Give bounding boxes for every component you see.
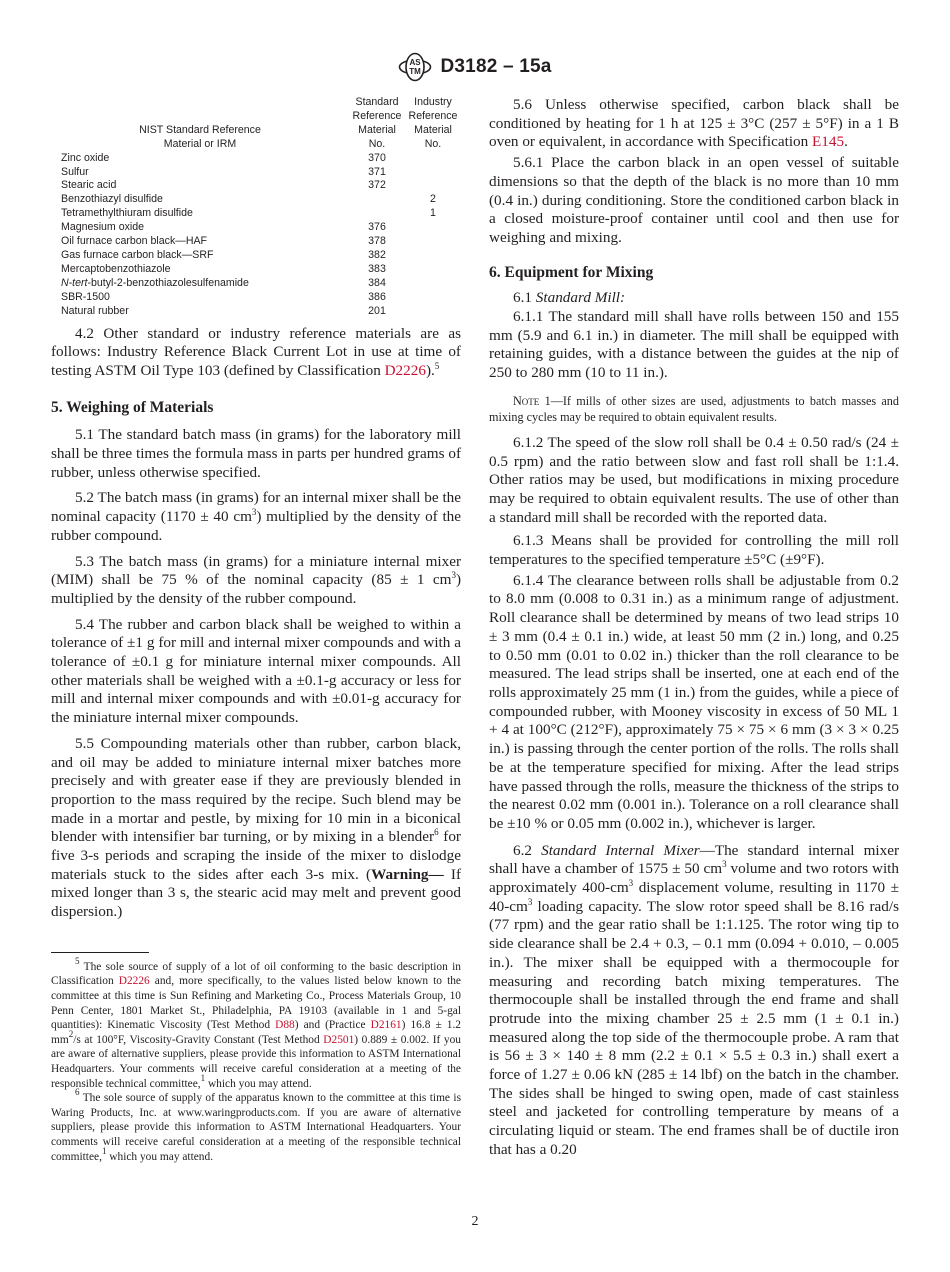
link-d88[interactable]: D88 [275,1019,295,1032]
page-header [0,52,950,86]
left-column [51,96,461,1164]
table-row: Tetramethylthiuram disulfide 1 [61,207,436,220]
table-row: Stearic acid 372 [61,179,386,192]
link-d2161[interactable]: D2161 [370,1019,402,1032]
header-srm-no: Standard Reference Material No. [352,96,402,150]
reference-materials-table [51,96,461,319]
astm-logo-icon [398,52,432,82]
svg-text:AS: AS [409,58,422,67]
paragraph-5-2: 5.2 The batch mass (in grams) for an internal mixer shall be the nominal capacity (1170 ± 40 $cm^3$) multiplied by the density of the rubber compound. [51,489,461,544]
note-1: Note 1—If mills of other sizes are used, adjustments to batch masses and mixing cycles may be required to obtain equivalent results. [489,393,899,425]
table-row: Oil furnace carbon black—HAF 378 [61,235,386,248]
paragraph-6-1-3: 6.1.3 Means shall be provided for controlling the mill roll temperatures to the specified temperature ±5°C (±9°F). [489,532,899,569]
page-number: 2 [471,1214,479,1229]
paragraph-5-4: 5.4 The rubber and carbon black shall be weighed to within a tolerance of ±1 g for mill and internal mixer compounds and with a tolerance of ±0.1 g for miniature internal mixer compounds. All other materials shall be weighed with a ±0.1-g accuracy or less for mill and internal mixer compounds and with ±0.01-g accuracy for the miniature internal mixer compounds. [51,615,461,727]
table-row: Magnesium oxide 376 [61,221,386,234]
footnote-5: $^5$ The sole source of supply of a lot of oil conforming to the basic description in Classification D2226 and, more specifically, to the values listed below known to the committee at this time is Sun Refining and Marketing Co., Process Materials Group, 10 Penn Center, 1801 Market St., Philadelphia, PA 19103 (available in 1 and 5-gal quantities): Kinematic Viscosity (Test Method D88) and (Practice D2161) 16.8 ± 1.2 $mm^2/s$ at 100°F, Viscosity-Gravity Constant (Test Method D2501) 0.889 ± 0.002. If you are aware of alternative suppliers, please provide this information to ASTM International Headquarters. Your comments will receive careful consideration at a meeting of the responsible technical committee,$^1$ which you may attend. [51,955,462,1090]
paragraph-5-3: 5.3 The batch mass (in grams) for a miniature internal mixer (MIM) shall be 75 % of the nominal capacity (85 ± 1 $cm^3$) multiplied by the density of the rubber compound. [51,552,461,607]
table-row: Benzothiazyl disulfide 2 [61,193,436,206]
footnote-6: $^6$ The sole source of supply of the apparatus known to the committee at this time is Waring Products, Inc. at www.waringproducts.com. If you are aware of alternative suppliers, please provide this information to ASTM International Headquarters. Your comments will receive careful consideration at a meeting of the responsible technical committee,$^1$ which you may attend. [51,1087,461,1163]
section-5-heading: 5. Weighing of Materials [51,398,214,416]
svg-text:TM: TM [409,67,422,76]
table-row: Mercaptobenzothiazole 383 [61,262,386,275]
table-row: Zinc oxide 370 [61,151,386,164]
paragraph-6-1-4: 6.1.4 The clearance between rolls shall be adjustable from 0.2 to 8.0 mm (0.008 to 0.31 in.) as a minimum range of adjustment. Roll clearance shall be determined by means of two lead strips 10 ± 3 mm (0.4 ± 0.1 in.) wide, at least 50 mm (2 in.) long, and 0.25 to 0.50 mm (0.01 to 0.02 in.) thicker than the roll clearance to be measured. The lead strips shall be inserted, one at each end of the rolls approximately 25 mm (1 in.) from the guides, while a piece of compounded rubber, with Mooney viscosity in excess of 50 ML 1 + 4 at 100°C (212°F), approximately 75 × 75 × 6 mm (3 × 3 × 0.25 in.) is passing through the center portion of the rolls. The rolls shall be at the temperature specified for mixing. After the lead strips have passed through the rolls, measure the thickness of the strips to the nearest 0.02 mm (0.001 in.). Tolerance on a roll clearance shall be ±10 % or 0.05 mm (0.002 in.), whichever is larger. [489,571,899,832]
link-e145[interactable]: E145 [812,133,845,151]
right-column [489,96,899,1160]
paragraph-5-5: 5.5 Compounding materials other than rubber, carbon black, and oil may be added to miniature internal mixer batches more precisely and with greater ease if they are previously blended in proportion to the mass required by the recipe. Such blend may be made in a mortar and pestle, by mixing for 10 min in a biconical blender with intensifier bar turning, or by mixing in a blender$^6$ for five 3-s periods and scraping the inside of the mixer to dislodge materials stuck to the sides after each 3-s mix. (Warning— If mixed longer than 3 s, the stearic acid may melt and prevent good dispersion.) [51,734,462,921]
link-d2501[interactable]: D2501 [323,1033,355,1046]
paragraph-6-2: 6.2 Standard Internal Mixer—The standard internal mixer shall have a chamber of 1575 ± 50 $cm^3$ volume and two rotors with approximately $400-cm^3$ displacement volume, resulting in $1170 \pm 40-cm^3$ loading capacity. The slow rotor speed shall be 8.16 rad/s (77 rpm) and the gear ratio shall be 1:1.125. The rotor wing tip to side clearance shall be 2.4 + 0.3, – 0.1 mm (0.094 + 0.010, – 0.005 in.). The mixer shall be equipped with a thermocouple for measuring and recording batch mixing temperatures. The thermocouple shall be installed through the end frame and shall protrude into the mixing chamber 25 ± 2.5 mm (1 ± 0.1 in.) measured along the top side of the thermocouple probe. A ram that is 56 ± 3 × 140 ± 8 mm (2.2 ± 0.1 × 5.5 ± 0.3 in.) shall exert a force of 1.27 ± 0.06 kN (285 ± 14 lbf) on the batch in the chamber. The sides shall be hinged to swing open, made of cast stainless steel and jacketed for controlling temperature by means of a circulating liquid or steam. The end frames shall be of ductile iron that has a 0.20 [489,841,899,1158]
paragraph-6-1-2: 6.1.2 The speed of the slow roll shall be 0.4 ± 0.50 rad/s (24 ± 0.5 rpm) and the ratio between slow and fast roll shall be 1:1.4. Other ratios may be used, but modifications in mixing procedure may be required to obtain equivalent results. The use of other than a standard mill shall be recorded with the reported data. [489,433,899,526]
table-row: SBR-1500 386 [61,290,386,303]
table-row: Gas furnace carbon black—SRF 382 [61,248,386,261]
table-row: N-tert-butyl-2-benzothiazolesulfenamide 384 [61,276,386,289]
warning-label: Warning— [371,865,444,883]
paragraph-4-2: 4.2 Other standard or industry reference materials are as follows: Industry Reference Black Current Lot in use at time of testing ASTM Oil Type 103 (defined by Classification D2226).$^5$ [51,324,461,379]
table-header-row [51,96,461,152]
link-d2226-footnote[interactable]: D2226 [118,975,150,988]
paragraph-6-1: 6.1 Standard Mill: [513,289,626,307]
section-6-heading: 6. Equipment for Mixing [489,263,654,281]
paragraph-5-1: 5.1 The standard batch mass (in grams) for the laboratory mill shall be three times the formula mass in parts per hundred grams of rubber, unless otherwise specified. [51,426,461,481]
table-row: Sulfur 371 [61,165,386,178]
link-d2226[interactable]: D2226 [384,361,426,379]
footnote-divider [51,952,149,953]
paragraph-5-6: 5.6 Unless otherwise specified, carbon black shall be conditioned by heating for 1 h at 125 ± 3°C (257 ± 5°F) in a 1 B oven or equivalent, in accordance with Specification E145. [489,96,899,151]
paragraph-6-1-1: 6.1.1 The standard mill shall have rolls between 150 and 155 mm (5.9 and 6.1 in.) in diameter. The mill shall be equipped with retaining guides, with a distance between the guides at the nip of 250 to 280 mm (10 to 11 in.). [489,308,899,382]
table-row: Natural rubber 201 [61,304,386,317]
document-designation: D3182 – 15a [440,56,552,77]
paragraph-5-6-1: 5.6.1 Place the carbon black in an open vessel of suitable dimensions so that the depth of the black is no more than 10 mm (0.4 in.) during conditioning. Store the conditioned carbon black in a closed moisture-proof container until cool and then use for weighing and mixing. [489,154,899,246]
header-material-name: NIST Standard Reference Material or IRM [139,123,261,150]
header-irm-no: Industry Reference Material No. [408,96,458,150]
